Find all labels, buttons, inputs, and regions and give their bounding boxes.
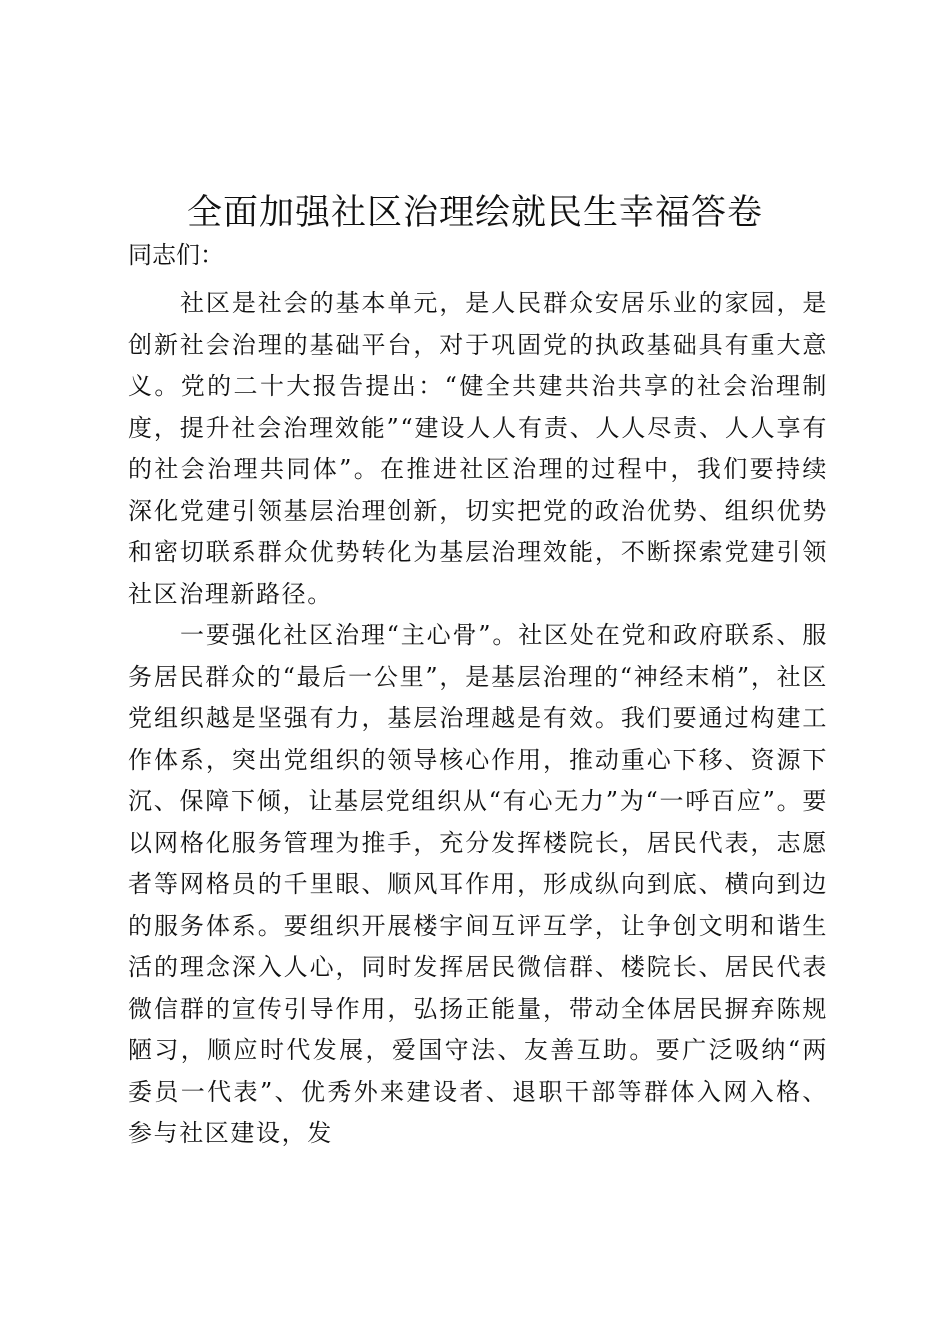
paragraph-intro: 社区是社会的基本单元，是人民群众安居乐业的家园，是创新社会治理的基础平台，对于巩固党的执政基础具有重大意义。党的二十大报告提出：“健全共建共治共享的社会治理制度，提升社会治理效能”“建设人人有责、人人尽责、人人享有的社会治理共同体”。在推进社区治理的过程中，我们要持续深化党建引领基层治理创新，切实把党的政治优势、组织优势和密切联系群众优势转化为基层治理效能，不断探索党建引领社区治理新路径。 <box>128 289 828 608</box>
document-title: 全面加强社区治理绘就民生幸福答卷 <box>186 193 763 233</box>
greeting: 同志们： <box>128 241 224 269</box>
paragraph-point-one: 一要强化社区治理“主心骨”。社区处在党和政府联系、服务居民群众的“最后一公里”，是基层治理的“神经末梢”，社区党组织越是坚强有力，基层治理越是有效。我们要通过构建工作体系，突出党组织的领导核心作用，推动重心下移、资源下沉、保障下倾，让基层党组织从“有心无力”为“一呼百应”。要以网格化服务管理为推手，充分发挥楼院长，居民代表，志愿者等网格员的千里眼、顺风耳作用，形成纵向到底、横向到边的服务体系。要组织开展楼宇间互评互学，让争创文明和谐生活的理念深入人心，同时发挥居民微信群、楼院长、居民代表微信群的宣传引导作用，弘扬正能量，带动全体居民摒弃陈规陋习，顺应时代发展，爱国守法、友善互助。要广泛吸纳“两委员一代表”、优秀外来建设者、退职干部等群体入网入格、参与社区建设，发 <box>128 621 828 1147</box>
